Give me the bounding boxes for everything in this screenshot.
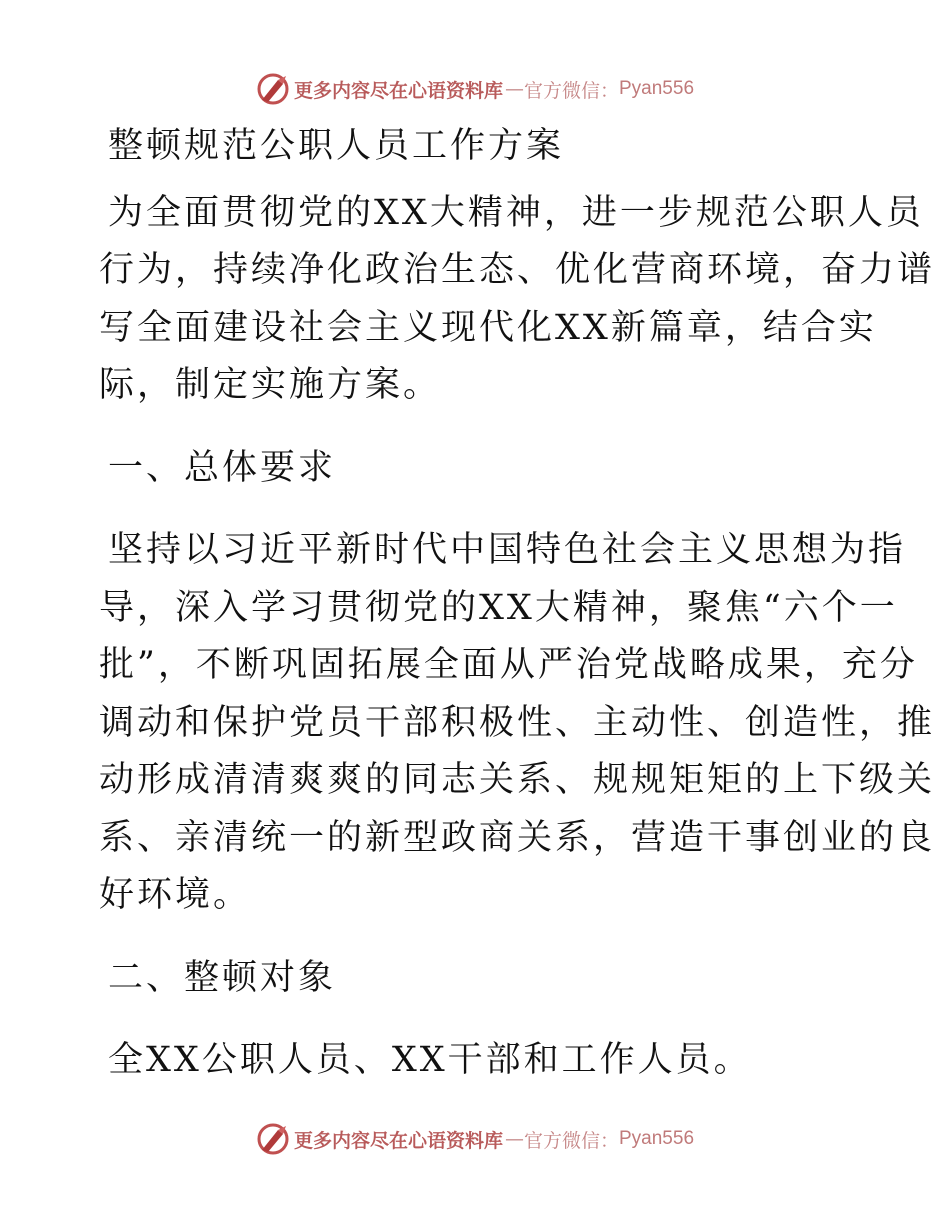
section-heading-general-requirements: 一、总体要求 [108, 447, 337, 488]
quill-logo-icon [256, 1122, 290, 1156]
document-title: 整顿规范公职人员工作方案 [108, 126, 565, 166]
watermark-wechat-label: 官方微信： [523, 79, 619, 102]
intro-line: 际，制定实施方案。 [99, 365, 442, 405]
section1-line: 批”，不断巩固拓展全面从严治党战略成果，充分 [99, 645, 918, 685]
watermark-handle: Pyan556 [619, 78, 695, 99]
section1-line: 调动和保护党员干部积极性、主动性、创造性，推 [99, 702, 936, 743]
watermark-handle: Pyan556 [619, 1128, 695, 1149]
section1-line: 坚持以习近平新时代中国特色社会主义思想为指 [108, 530, 907, 570]
section2-line: 全XX公职人员、XX干部和工作人员。 [108, 1040, 752, 1080]
watermark-dash: — [504, 1128, 522, 1150]
section1-line: 好环境。 [99, 875, 252, 915]
document-body [99, 118, 936, 1090]
section1-line: 导，深入学习贯彻党的XX大精神，聚焦“六个一 [99, 587, 898, 628]
watermark-brand: 更多内容尽在心语资料库 [293, 1129, 503, 1152]
intro-line: 行为，持续净化政治生态、优化营商环境，奋力谱 [99, 250, 936, 290]
paragraph-gap [99, 1007, 859, 1032]
section-heading-targets: 二、整顿对象 [108, 957, 337, 998]
section1-line: 系、亲清统一的新型政商关系，营造干事创业的良 [99, 817, 936, 858]
watermark-header [0, 72, 950, 106]
watermark-dash: — [504, 78, 522, 100]
quill-logo-icon [256, 72, 290, 106]
paragraph-gap [99, 415, 859, 440]
watermark-brand: 更多内容尽在心语资料库 [293, 79, 503, 102]
watermark-wechat-label: 官方微信： [523, 1129, 619, 1152]
watermark-footer [0, 1122, 950, 1156]
paragraph-gap [99, 497, 859, 522]
intro-line: 为全面贯彻党的XX大精神，进一步规范公职人员 [108, 192, 924, 233]
section1-line: 动形成清清爽爽的同志关系、规规矩矩的上下级关 [99, 760, 936, 800]
paragraph-gap [99, 925, 859, 950]
intro-line: 写全面建设社会主义现代化XX新篇章，结合实 [99, 307, 877, 348]
